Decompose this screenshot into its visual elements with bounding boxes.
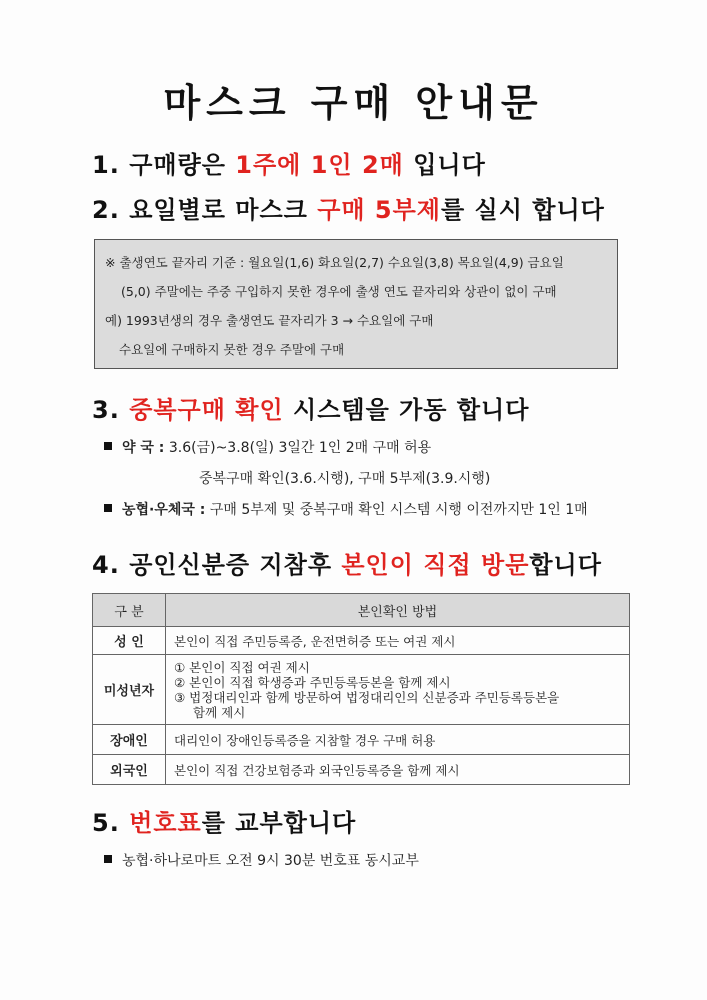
table-category: 성 인 [93,627,166,655]
bullet-label: 약 국 : [122,440,165,456]
section-number: 5. [92,809,120,837]
section-text: 합니다 [529,551,602,579]
table-desc: 본인이 직접 주민등록증, 운전면허증 또는 여권 제시 [166,627,630,655]
section-1-heading [92,145,486,180]
bullet-square-icon [104,442,112,450]
table-row [93,755,630,785]
notice-line: (5,0) 주말에는 주중 구입하지 못한 경우에 출생 연도 끝자리와 상관이 없이 구매 [121,284,557,299]
nh-bullet [104,499,588,519]
bullet-text: 농협·하나로마트 오전 9시 30분 번호표 동시교부 [122,853,419,869]
pharmacy-bullet-continuation: 중복구매 확인(3.6.시행), 구매 5부제(3.9.시행) [199,471,491,487]
table-row [93,627,630,655]
section-2-heading [92,190,605,225]
table-desc: 본인이 직접 건강보험증과 외국인등록증을 함께 제시 [166,755,630,785]
notice-box [94,239,618,369]
section-number: 1. [92,151,120,179]
bullet-text: 구매 5부제 및 중복구매 확인 시스템 시행 이전까지만 1인 1매 [209,502,588,518]
table-desc: 대리인이 장애인등록증을 지참할 경우 구매 허용 [166,725,630,755]
section-highlight: 본인이 직접 방문 [341,551,530,579]
section-text: 공인신분증 지참후 [129,551,333,579]
section-number: 3. [92,396,120,424]
notice-line: ※ 출생연도 끝자리 기준 : 월요일(1,6) 화요일(2,7) 수요일(3,8) 목요일(4,9) 금요일 [105,255,564,270]
section-text: 를 실시 합니다 [441,196,605,224]
identity-table [92,593,630,785]
section-4-heading [92,545,602,580]
list-item: 함께 제시 [193,704,246,720]
section-highlight: 번호표 [129,809,202,837]
table-desc [166,655,630,725]
notice-line: 예) 1993년생의 경우 출생연도 끝자리가 3 → 수요일에 구매 [105,313,434,328]
bullet-text: 3.6(금)~3.8(일) 3일간 1인 2매 구매 허용 [168,440,432,456]
section-text: 구매량은 [129,151,226,179]
list-item: ③ 법정대리인과 함께 방문하여 법정대리인의 신분증과 주민등록등본을 [174,689,560,705]
bullet-square-icon [104,504,112,512]
section-number: 4. [92,551,120,579]
s5-bullet [104,850,419,870]
table-category: 미성년자 [93,655,166,725]
section-highlight: 1주에 1인 2매 [235,151,404,179]
section-highlight: 구매 5부제 [317,196,441,224]
bullet-label: 농협·우체국 : [122,502,206,518]
table-row [93,725,630,755]
section-highlight: 중복구매 확인 [129,396,284,424]
table-row [93,655,630,725]
notice-line: 수요일에 구매하지 못한 경우 주말에 구매 [119,342,345,357]
section-text: 요일별로 마스크 [129,196,308,224]
list-item: ② 본인이 직접 학생증과 주민등록등본을 함께 제시 [174,674,451,690]
section-5-heading [92,803,356,838]
section-text: 입니다 [413,151,486,179]
page-title: 마스크 구매 안내문 [163,81,544,125]
section-number: 2. [92,196,120,224]
section-text: 를 교부합니다 [201,809,357,837]
section-3-heading [92,390,529,425]
bullet-square-icon [104,855,112,863]
table-category: 외국인 [93,755,166,785]
pharmacy-bullet [104,437,431,457]
table-category: 장애인 [93,725,166,755]
table-header-cell: 본인확인 방법 [166,594,630,627]
list-item: ① 본인이 직접 여권 제시 [174,659,310,675]
section-text: 시스템을 가동 합니다 [293,396,530,424]
table-header-cell: 구 분 [93,594,166,627]
table-header-row [93,594,630,627]
